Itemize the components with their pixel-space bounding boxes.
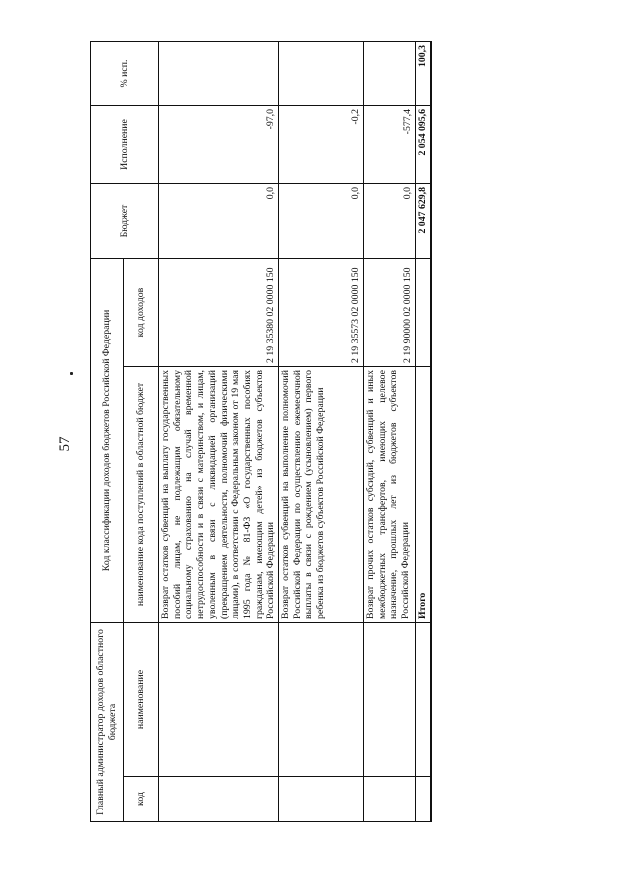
total-percent: 100,3 [416,42,431,106]
row-percent [279,42,364,106]
total-empty-name [416,623,431,777]
row-budget: 0,0 [279,184,364,259]
row-admin-name [279,623,364,777]
row-income-code: 2 19 35380 02 0000 150 [159,259,279,367]
row-description: Возврат прочих остатков субсидий, субвенций и иных межбюджетных трансфертов, имеющих целевое назначение, прошлых лет из бюджетов субъектов Российской Федерации [364,367,416,623]
row-admin-name [364,623,416,777]
header-admin-code: код [124,777,159,822]
page-number: 57 [57,436,73,452]
table-row [279,42,364,822]
row-income-code: 2 19 35573 02 0000 150 [279,259,364,367]
total-empty-income-code [416,259,431,367]
header-income-code: код доходов [124,259,159,367]
total-empty-code [416,777,431,822]
rotated-table-container [90,42,496,822]
row-description: Возврат остатков субвенций на выполнение полномочий Российской Федерации по осуществлению ежемесячной выплаты в связи с рождением (усыновлением) первого ребенка из бюджетов субъектов Российской Федерации [279,367,364,623]
row-budget: 0,0 [159,184,279,259]
header-execution: Исполнение [91,106,159,184]
table-row [364,42,416,822]
row-execution: -577,4 [364,106,416,184]
total-label: Итого [416,367,431,623]
header-percent: % исп. [91,42,159,106]
header-classification-group: Код классификации доходов бюджетов Российской Федерации [91,259,124,623]
row-income-code: 2 19 90000 02 0000 150 [364,259,416,367]
header-admin-group: Главный администратор доходов областного бюджета [91,623,124,822]
row-description: Возврат остатков субвенций на выплату государственных пособий лицам, не подлежащим обязательному социальному страхованию на случай временной нетрудоспособности и в связи с материнством, и лицам, уволенным в связи с ликвидацией организаций (прекращением деятельности, полномочий физическими лицами), в соответствии с Федеральным законом от 19 мая 1995 года № 81-ФЗ «О государственных пособиях гражданам, имеющим детей» из бюджетов субъектов Российской Федерации [159,367,279,623]
row-budget: 0,0 [364,184,416,259]
total-row [416,42,431,822]
total-execution: 2 054 095,6 [416,106,431,184]
row-admin-code [279,777,364,822]
row-admin-name [159,623,279,777]
total-budget: 2 047 629,8 [416,184,431,259]
row-admin-code [159,777,279,822]
table-row [159,42,279,822]
income-table [90,41,432,822]
row-execution: -0,2 [279,106,364,184]
scan-speck [70,372,73,375]
header-admin-name: наименование [124,623,159,777]
row-percent [364,42,416,106]
header-income-name: наименование кода поступлений в областной бюджет [124,367,159,623]
header-budget: Бюджет [91,184,159,259]
row-percent [159,42,279,106]
row-admin-code [364,777,416,822]
row-execution: -97,0 [159,106,279,184]
